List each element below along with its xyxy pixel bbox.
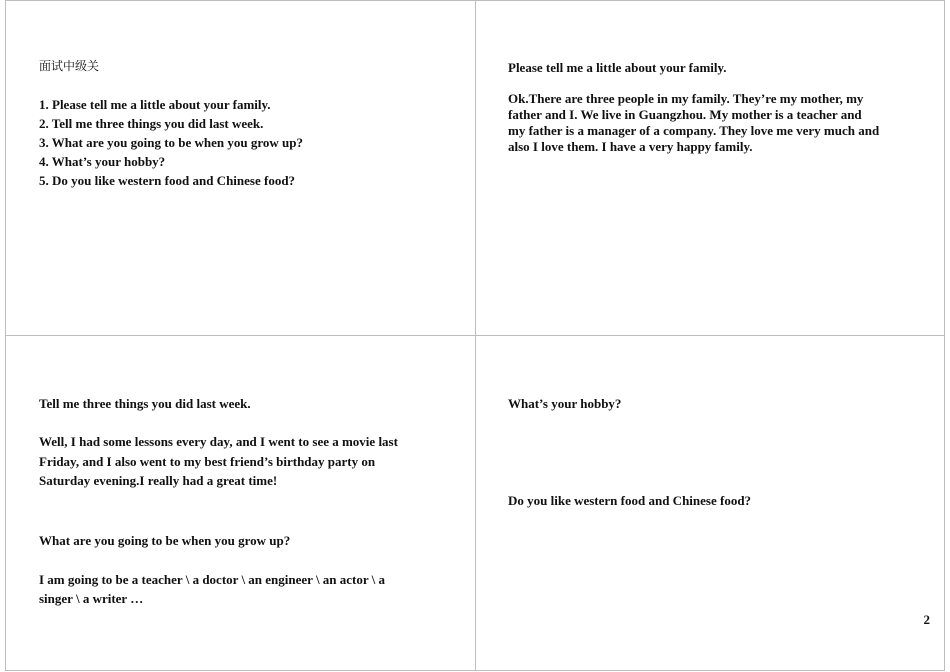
question-heading: What’s your hobby? (508, 396, 622, 411)
slide-last-week-grow-up (5, 335, 476, 671)
slide-hobby-food (475, 335, 945, 671)
question-item: 4. What’s your hobby? (39, 154, 166, 169)
question-item: 1. Please tell me a little about your family. (39, 97, 271, 112)
question-heading: Please tell me a little about your family. (508, 60, 727, 75)
answer-line: Ok.There are three people in my family. They’re my mother, my (508, 91, 864, 106)
question-heading: Do you like western food and Chinese food? (508, 493, 752, 508)
answer-line: my father is a manager of a company. They love me very much and (508, 123, 880, 138)
question-item: 2. Tell me three things you did last week. (39, 116, 264, 131)
question-item: 5. Do you like western food and Chinese food? (39, 173, 296, 188)
slide-title: 面试中级关 (39, 59, 100, 73)
answer-line: father and I. We live in Guangzhou. My mother is a teacher and (508, 107, 862, 122)
answer-line: I am going to be a teacher \ a doctor \ an engineer \ an actor \ a (39, 572, 386, 587)
slide-questions-list (5, 0, 476, 336)
answer-line: Friday, and I also went to my best friend’s birthday party on (39, 454, 376, 469)
question-heading: What are you going to be when you grow up? (39, 533, 291, 548)
page-number: 2 (923, 612, 930, 627)
answer-line: also I love them. I have a very happy family. (508, 139, 753, 154)
answer-line: singer \ a writer … (39, 591, 144, 606)
question-heading: Tell me three things you did last week. (39, 396, 251, 411)
answer-line: Well, I had some lessons every day, and I went to see a movie last (39, 434, 398, 449)
question-list (39, 95, 303, 190)
answer-line: Saturday evening.I really had a great time! (39, 473, 278, 488)
question-item: 3. What are you going to be when you grow up? (39, 135, 304, 150)
slide-family (475, 0, 945, 336)
